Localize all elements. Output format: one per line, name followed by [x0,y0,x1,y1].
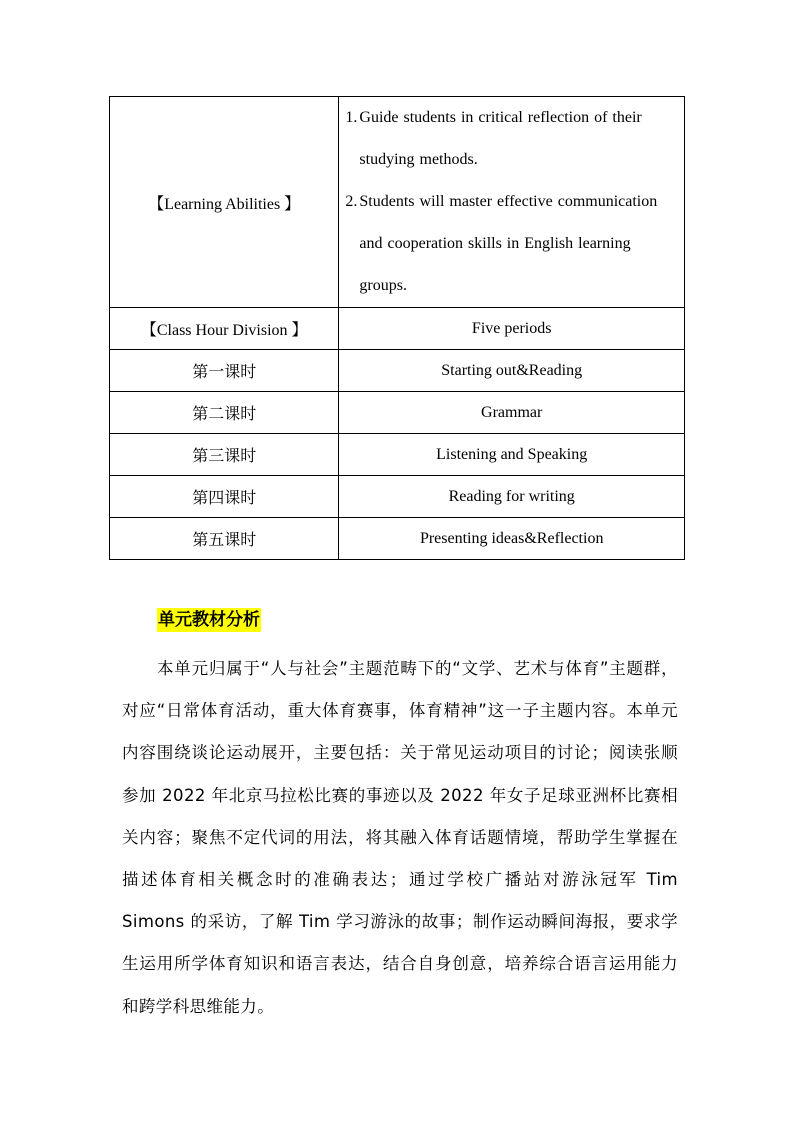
period-value: Grammar [339,392,685,434]
class-hour-value: Five periods [339,308,685,350]
abilities-item-text: Students will master effective communication and cooperation skills in English learning groups. [359,193,658,294]
abilities-item-number: 1. [345,109,358,126]
unit-info-table [109,96,685,560]
period-value: Reading for writing [339,476,685,518]
abilities-item [345,181,676,307]
period-row [110,350,685,392]
period-row [110,518,685,560]
abilities-content [339,97,685,308]
abilities-item [345,97,676,181]
period-label: 第一课时 [110,350,339,392]
class-hour-row [110,308,685,350]
abilities-list [339,97,684,307]
abilities-item-text: Guide students in critical reflection of their studying methods. [359,109,642,168]
abilities-label: 【Learning Abilities 】 [110,97,339,308]
period-label: 第二课时 [110,392,339,434]
analysis-heading: 单元教材分析 [158,610,260,630]
period-label: 第四课时 [110,476,339,518]
abilities-row [110,97,685,308]
period-value: Starting out&Reading [339,350,685,392]
period-label: 第五课时 [110,518,339,560]
period-value: Presenting ideas&Reflection [339,518,685,560]
abilities-item-number: 2. [345,193,358,210]
period-value: Listening and Speaking [339,434,685,476]
period-row [110,392,685,434]
period-row [110,476,685,518]
analysis-paragraph: 本单元归属于“人与社会”主题范畴下的“文学、艺术与体育”主题群，对应“日常体育活动，重大体育赛事，体育精神”这一子主题内容。本单元内容围绕谈论运动展开，主要包括：关于常见运动项目的讨论；阅读张顺参加 2022 年北京马拉松比赛的事迹以及 2022 年女子足球亚洲杯比赛相关内容；聚焦不定代词的用法，将其融入体育话题情境，帮助学生掌握在描述体育相关概念时的准确表达；通过学校广播站对游泳冠军 Tim Simons 的采访，了解 Tim 学习游泳的故事；制作运动瞬间海报，要求学生运用所学体育知识和语言表达，结合自身创意，培养综合语言运用能力和跨学科思维能力。 [122,659,678,1016]
period-row [110,434,685,476]
class-hour-label: 【Class Hour Division 】 [110,308,339,350]
period-label: 第三课时 [110,434,339,476]
